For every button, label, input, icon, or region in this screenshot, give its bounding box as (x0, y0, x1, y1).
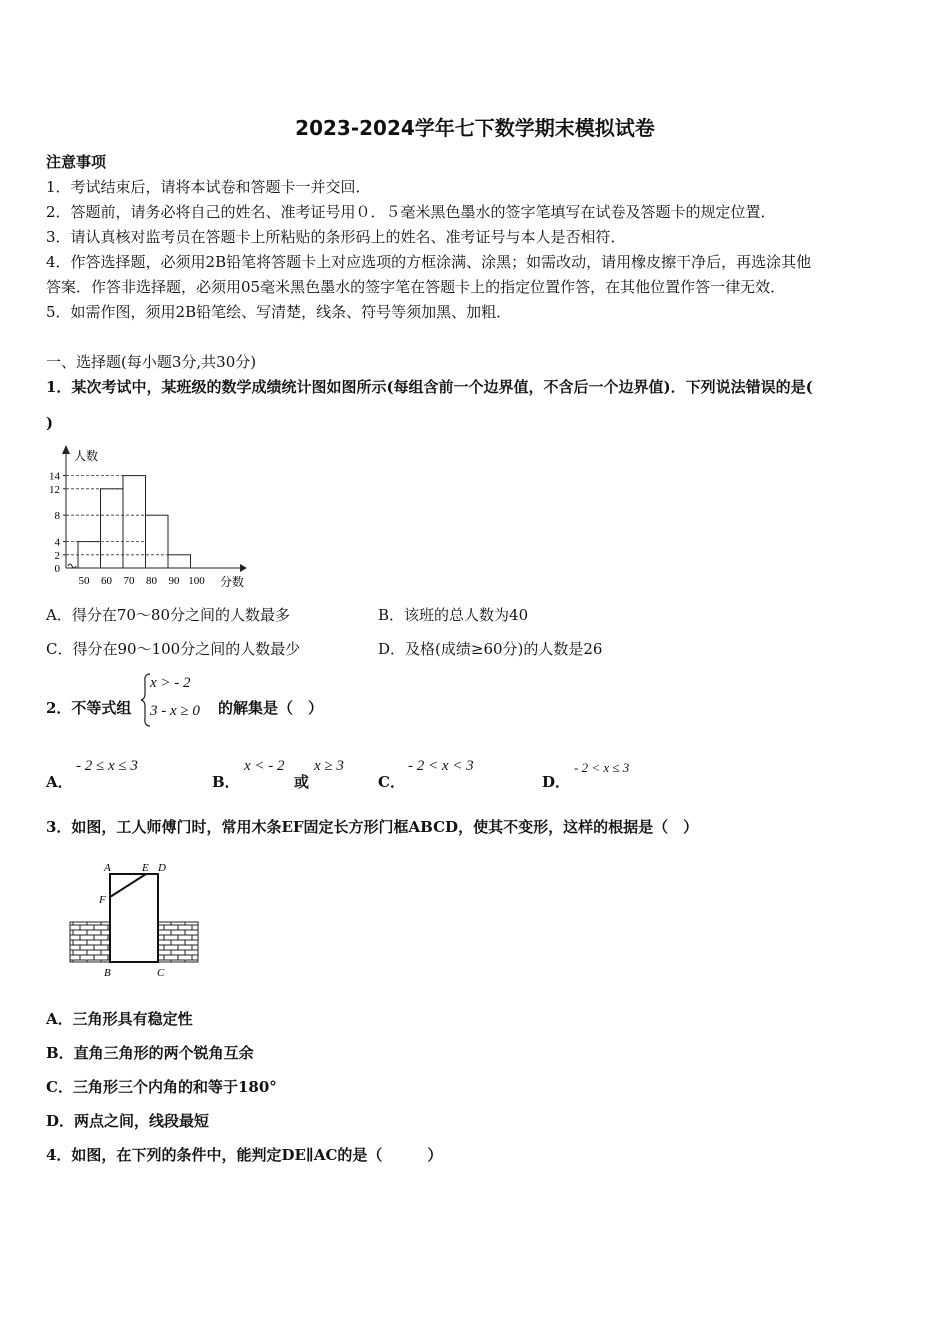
notice-item: 5．如需作图，须用2B铅笔绘、写清楚，线条、符号等须加黑、加粗． (46, 303, 512, 321)
q2-option-d-label[interactable]: D． (542, 773, 571, 791)
q3-stem: 3．如图，工人师傅门时，常用木条EF固定长方形门框ABCD，使其不变形，这样的根据是（ ） (46, 818, 699, 836)
section-heading: 一、选择题(每小题3分,共30分) (46, 353, 257, 371)
q2-option-a-expr[interactable]: - 2 ≤ x ≤ 3 (76, 758, 138, 774)
x-tick-label: 50 (78, 575, 90, 587)
door-frame-figure (66, 860, 206, 982)
q1-option-d[interactable]: D．及格(成绩≥60分)的人数是26 (378, 640, 603, 658)
q1-option-c[interactable]: C．得分在90～100分之间的人数最少 (46, 640, 301, 658)
q1-option-a[interactable]: A．得分在70～80分之间的人数最多 (46, 606, 291, 624)
q3-option-d[interactable]: D．两点之间，线段最短 (46, 1112, 210, 1130)
q2-option-b-label[interactable]: B． (212, 773, 240, 791)
notice-item: 4．作答选择题，必须用2B铅笔将答题卡上对应选项的方框涂满、涂黑；如需改动，请用橡皮擦干净后，再选涂其他 (46, 253, 812, 271)
histogram-bar (123, 476, 146, 568)
x-tick-label: 100 (188, 575, 205, 587)
q1-stem: 1．某次考试中，某班级的数学成绩统计图如图所示(每组含前一个边界值，不含后一个边界值)．下列说法错误的是( (46, 378, 813, 396)
notice-item: 答案．作答非选择题，必须用05毫米黑色墨水的签字笔在答题卡上的指定位置作答，在其他位置作答一律无效． (46, 278, 786, 296)
q2-option-a-label[interactable]: A． (46, 773, 73, 791)
q3-option-b[interactable]: B．直角三角形的两个锐角互余 (46, 1044, 254, 1062)
q3-option-a[interactable]: A．三角形具有稳定性 (46, 1010, 193, 1028)
q2-system-line1: x > - 2 (150, 675, 191, 691)
x-tick-label: 80 (146, 575, 157, 587)
q2-option-b-expr1[interactable]: x < - 2 (244, 758, 285, 774)
y-tick-label: 2 (54, 549, 60, 562)
notice-heading: 注意事项 (46, 153, 107, 171)
y-tick-label: 4 (54, 536, 60, 549)
y-axis-arrow-icon (62, 445, 70, 454)
label-f: F (99, 894, 106, 906)
y-tick-label: 0 (54, 563, 60, 575)
x-tick-label: 60 (101, 575, 112, 587)
label-b: B (104, 967, 111, 979)
q2-suffix: 的解集是（ ） (218, 699, 324, 717)
histogram-bar (146, 515, 169, 568)
notice-item: 1．考试结束后，请将本试卷和答题卡一并交回． (46, 178, 371, 196)
q2-option-b-or: 或 (294, 773, 310, 791)
notice-item: 2．答题前，请务必将自己的姓名、准考证号用０．５毫米黑色墨水的签字笔填写在试卷及答题卡的规定位置． (46, 203, 776, 221)
q2-option-c-label[interactable]: C． (378, 773, 405, 791)
q4-stem: 4．如图，在下列的条件中，能判定DE∥AC的是（ ） (46, 1146, 443, 1164)
y-axis-label: 人数 (74, 449, 99, 463)
label-d: D (158, 862, 166, 874)
q1-stem-close: ) (46, 414, 54, 432)
y-tick-label: 14 (49, 470, 60, 483)
y-tick-label: 12 (49, 483, 60, 496)
notice-item: 3．请认真核对监考员在答题卡上所粘贴的条形码上的姓名、准考证号与本人是否相符． (46, 228, 626, 246)
x-tick-label: 70 (123, 575, 135, 587)
histogram-bar (101, 489, 124, 568)
x-axis-arrow-icon (240, 564, 247, 572)
histogram-bar (168, 555, 191, 568)
q2-prefix: 2．不等式组 (46, 699, 132, 717)
q2-option-b-expr2[interactable]: x ≥ 3 (314, 758, 344, 774)
axis-break-icon (68, 564, 76, 568)
y-tick-label: 8 (54, 510, 60, 523)
label-a: A (104, 862, 111, 874)
label-e: E (142, 862, 149, 874)
histogram-chart (40, 440, 270, 590)
q1-option-b[interactable]: B．该班的总人数为40 (378, 606, 529, 624)
q2-option-c-expr[interactable]: - 2 < x < 3 (408, 758, 474, 774)
x-axis-label: 分数 (220, 575, 245, 589)
label-c: C (157, 967, 165, 979)
x-tick-label: 90 (168, 575, 180, 587)
q3-option-c[interactable]: C．三角形三个内角的和等于180° (46, 1078, 277, 1096)
q2-option-d-expr[interactable]: - 2 < x ≤ 3 (574, 760, 630, 775)
page-title: 2023-2024学年七下数学期末模拟试卷 (295, 116, 655, 140)
q2-system-line2: 3 - x ≥ 0 (150, 703, 200, 719)
